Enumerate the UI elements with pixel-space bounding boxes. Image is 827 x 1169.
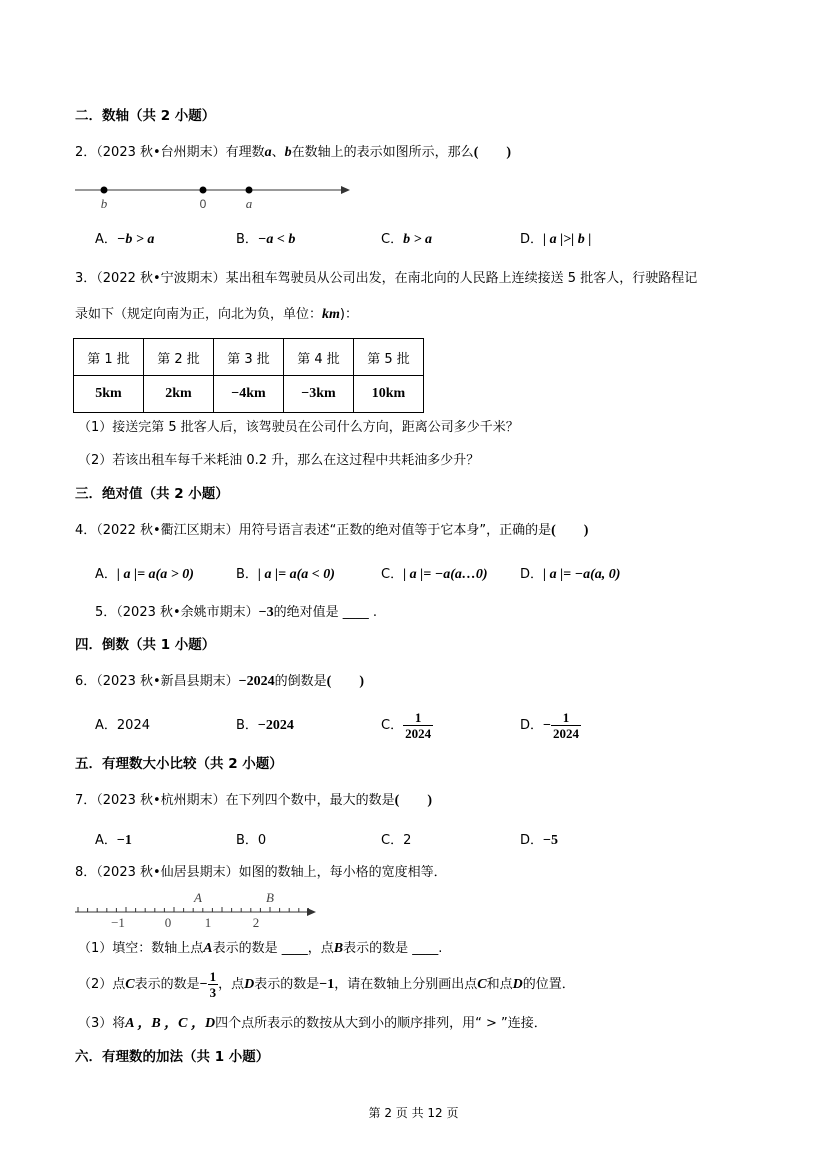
- question-8-sub3: （3）将A ，B ，C ，D四个点所表示的数按从大到小的顺序排列，用“ > ”连接．: [78, 1016, 547, 1031]
- option-c[interactable]: C．| a |= −a(a…0): [381, 567, 488, 582]
- table-header-cell: 第 2 批: [144, 339, 214, 376]
- section-title-reciprocal: 四．倒数（共 1 小题）: [75, 637, 216, 653]
- question-3-sub2: （2）若该出租车每千米耗油 0.2 升，那么在这过程中共耗油多少升？: [78, 453, 480, 468]
- question-8-sub1: （1）填空：数轴上点A表示的数是 ____，点B表示的数是 ____.: [78, 941, 443, 956]
- option-d[interactable]: D．−5: [520, 833, 558, 848]
- option-a[interactable]: A．−1: [95, 833, 132, 848]
- table-cell: −4km: [214, 376, 284, 413]
- tick-label-1: 1: [204, 915, 212, 930]
- table-header-cell: 第 4 批: [284, 339, 354, 376]
- fraction: $\frac{1}{2024}$: [405, 710, 432, 741]
- option-a[interactable]: A．| a |= a(a > 0): [95, 567, 194, 582]
- option-b[interactable]: B．−2024: [236, 718, 294, 733]
- page-footer: 第 2 页 共 12 页: [368, 1106, 459, 1120]
- question-8-stem: 8．（2023 秋•仙居县期末）如图的数轴上，每小格的宽度相等．: [75, 865, 447, 880]
- point-b: [101, 187, 108, 194]
- option-c[interactable]: C．2: [381, 833, 412, 848]
- option-c[interactable]: C．b > a: [381, 232, 433, 247]
- fraction: $\frac{1}{2024}$: [553, 710, 579, 741]
- table-value-row: [74, 376, 424, 413]
- question-8-sub2: （2）点C表示的数是− $\frac{1}{3}$ ，点D表示的数是−1，请在数轴上分别画出点C和点D的位置．: [78, 969, 575, 1000]
- number-line-figure-q8: [72, 888, 332, 930]
- label-b: b: [100, 196, 108, 211]
- table-cell: 5km: [74, 376, 144, 413]
- mileage-table: [73, 338, 424, 413]
- tick-label-minus-1: −1: [111, 915, 125, 930]
- fraction: $\frac{1}{3}$: [209, 969, 217, 1000]
- label-a: a: [245, 196, 253, 211]
- tick-label-0: 0: [164, 915, 172, 930]
- tick-label-2: 2: [252, 915, 260, 930]
- number-line-figure-q2: [70, 180, 370, 214]
- table-header-cell: 第 3 批: [214, 339, 284, 376]
- section-title-addition: 六．有理数的加法（共 1 小题）: [75, 1049, 270, 1065]
- question-3-line1: 3．（2022 秋•宁波期末）某出租车驾驶员从公司出发，在南北向的人民路上连续接送 5 批客人，行驶路程记: [75, 271, 698, 286]
- option-d[interactable]: D．| a |= −a(a, 0): [520, 567, 621, 582]
- table-cell: −3km: [284, 376, 354, 413]
- tick-marks: [78, 907, 308, 912]
- option-b[interactable]: B．−a < b: [236, 232, 296, 247]
- question-4-stem: 4．（2022 秋•衢江区期末）用符号语言表述“正数的绝对值等于它本身”，正确的是( ): [75, 523, 589, 538]
- table-header-cell: 第 5 批: [354, 339, 424, 376]
- option-b[interactable]: B．0: [236, 833, 267, 848]
- table-cell: 10km: [354, 376, 424, 413]
- option-a[interactable]: A．−b > a: [95, 232, 155, 247]
- option-a[interactable]: A．2024: [95, 718, 150, 733]
- section-title-number-line: 二．数轴（共 2 小题）: [75, 108, 216, 124]
- label-point-a: A: [194, 890, 202, 905]
- point-a: [246, 187, 253, 194]
- question-6-stem: 6．（2023 秋•新昌县期末）−2024的倒数是( ): [75, 674, 364, 689]
- table-header-cell: 第 1 批: [74, 339, 144, 376]
- section-title-absolute-value: 三．绝对值（共 2 小题）: [75, 486, 229, 502]
- section-title-compare: 五．有理数大小比较（共 2 小题）: [75, 756, 283, 772]
- option-c[interactable]: C． $\frac{1}{2024}$: [381, 710, 432, 741]
- option-d[interactable]: D．− $\frac{1}{2024}$: [520, 710, 579, 741]
- label-point-b: B: [266, 890, 274, 905]
- question-3-sub1: （1）接送完第 5 批客人后，该驾驶员在公司什么方向，距离公司多少千米？: [78, 420, 519, 435]
- option-d[interactable]: D．| a |>| b |: [520, 232, 592, 247]
- axis-arrow-icon: [341, 186, 350, 194]
- question-7-stem: 7．（2023 秋•杭州期末）在下列四个数中，最大的数是( ): [75, 793, 432, 808]
- question-5: 5．（2023 秋•余姚市期末）−3的绝对值是 ____ .: [95, 605, 378, 620]
- question-3-line2: 录如下（规定向南为正，向北为负，单位：km)：: [75, 307, 358, 322]
- label-zero: 0: [199, 197, 207, 211]
- option-b[interactable]: B．| a |= a(a < 0): [236, 567, 335, 582]
- point-zero: [200, 187, 207, 194]
- table-header-row: [74, 339, 424, 376]
- question-2-stem: 2．（2023 秋•台州期末）有理数a、b在数轴上的表示如图所示，那么( ): [75, 145, 512, 160]
- table-cell: 2km: [144, 376, 214, 413]
